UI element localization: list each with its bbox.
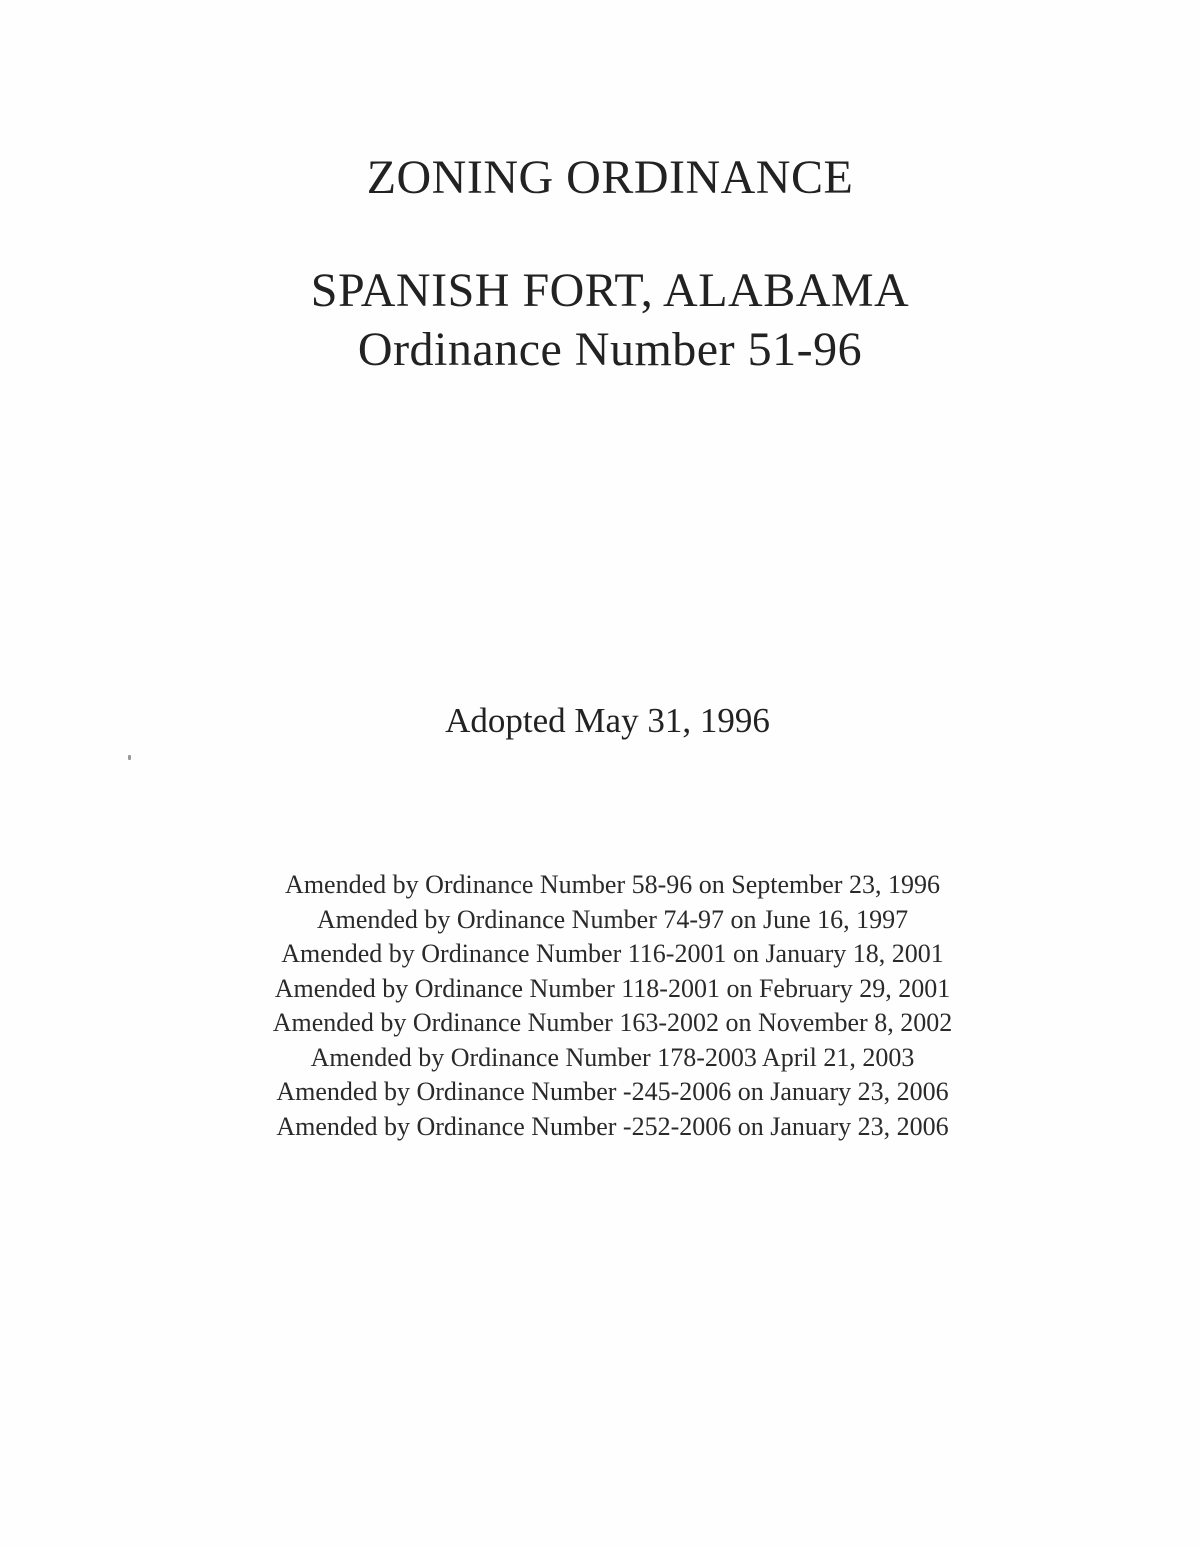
amendment-item: Amended by Ordinance Number 178-2003 April 21, 2003	[310, 1042, 915, 1072]
amendments-list	[0, 868, 1200, 1144]
amendment-item: Amended by Ordinance Number 118-2001 on February 29, 2001	[274, 973, 951, 1003]
ordinance-number: Ordinance Number 51-96	[357, 323, 863, 376]
amendment-item: Amended by Ordinance Number 74-97 on June 16, 1997	[316, 904, 909, 934]
document-title: ZONING ORDINANCE	[366, 151, 854, 204]
amendment-item: Amended by Ordinance Number 116-2001 on January 18, 2001	[281, 939, 944, 968]
amendment-item: Amended by Ordinance Number -252-2006 on January 23, 2006	[276, 1111, 949, 1141]
amendment-item: Amended by Ordinance Number 163-2002 on November 8, 2002	[272, 1008, 953, 1037]
amendment-item: Amended by Ordinance Number 58-96 on September 23, 1996	[285, 870, 940, 899]
adopted-date: Adopted May 31, 1996	[445, 701, 770, 740]
city-heading: SPANISH FORT, ALABAMA	[310, 264, 910, 317]
amendment-item: Amended by Ordinance Number -245-2006 on January 23, 2006	[276, 1077, 949, 1106]
scan-speck	[128, 755, 131, 760]
